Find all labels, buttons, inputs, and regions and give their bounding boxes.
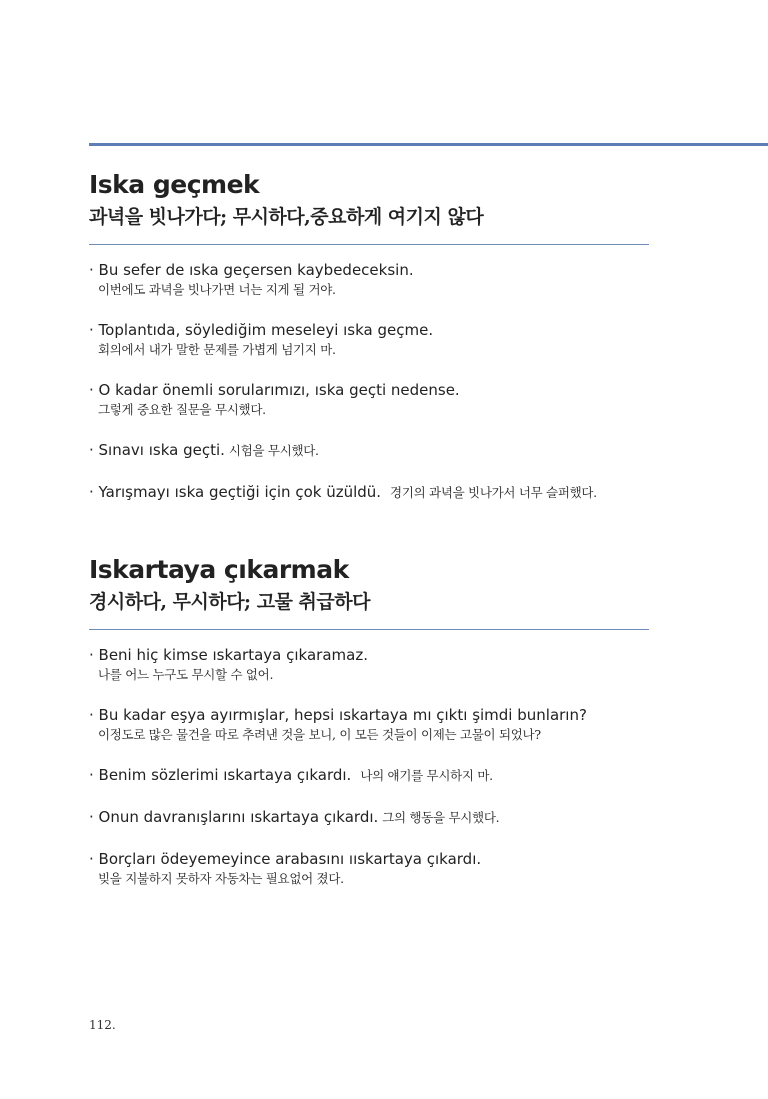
example-item (89, 320, 649, 359)
example-item (89, 705, 649, 744)
top-rule (89, 143, 768, 146)
example-turkish: · Toplantıda, söylediğim meseleyi ıska geçme. (89, 321, 434, 339)
example-item (89, 807, 649, 828)
example-turkish: · Borçları ödeyemeyince arabasını ııskartaya çıkardı. (89, 850, 482, 868)
example-line (89, 807, 649, 828)
example-turkish: · Bu kadar eşya ayırmışlar, hepsi ıskartaya mı çıktı şimdi bunların? (89, 706, 587, 724)
example-korean: 빚을 지불하지 못하자 자동차는 필요없어 졌다. (98, 871, 344, 886)
example-korean: 그렇게 중요한 질문을 무시했다. (98, 402, 266, 417)
page-number: 112. (89, 1018, 116, 1032)
example-korean: 나를 어느 누구도 무시할 수 없어. (98, 667, 274, 682)
example-turkish: · Beni hiç kimse ıskartaya çıkaramaz. (89, 646, 368, 664)
example-item (89, 440, 649, 461)
example-item (89, 260, 649, 299)
entry-divider (89, 629, 649, 630)
example-turkish: · Sınavı ıska geçti. (89, 441, 225, 459)
example-item (89, 849, 649, 888)
entry-subtitle: 과녁을 빗나가다; 무시하다,중요하게 여기지 않다 (89, 206, 484, 228)
entry-iska-gecmek (89, 170, 649, 524)
example-korean: 경기의 과녁을 빗나가서 너무 슬퍼했다. (390, 485, 597, 500)
example-korean: 나의 얘기를 무시하지 마. (360, 768, 493, 783)
example-turkish: · O kadar önemli sorularımızı, ıska geçti nedense. (89, 381, 460, 399)
example-item (89, 380, 649, 419)
example-line (89, 482, 649, 503)
example-item (89, 645, 649, 684)
example-turkish: · Onun davranışlarını ıskartaya çıkardı. (89, 808, 379, 826)
example-korean: 그의 행동을 무시했다. (382, 810, 500, 825)
example-line (89, 440, 649, 461)
example-korean: 회의에서 내가 말한 문제를 가볍게 넘기지 마. (98, 342, 336, 357)
example-turkish: · Benim sözlerimi ıskartaya çıkardı. (89, 766, 352, 784)
example-turkish: · Bu sefer de ıska geçersen kaybedeceksin. (89, 261, 414, 279)
entry-iskartaya-cikarmak (89, 555, 649, 909)
entry-subtitle: 경시하다, 무시하다; 고물 취급하다 (89, 591, 370, 613)
example-korean: 시험을 무시했다. (228, 443, 319, 458)
example-korean: 이번에도 과녁을 빗나가면 너는 지게 될 거야. (98, 282, 336, 297)
example-list (89, 260, 649, 503)
example-korean: 이정도로 많은 물건을 따로 추려낸 것을 보니, 이 모든 것들이 이제는 고물이 되었나? (98, 727, 541, 742)
entry-title: Iska geçmek (89, 170, 260, 199)
example-item (89, 765, 649, 786)
example-item (89, 482, 649, 503)
entry-divider (89, 244, 649, 245)
example-turkish: · Yarışmayı ıska geçtiği için çok üzüldü. (89, 483, 382, 501)
entry-title: Iskartaya çıkarmak (89, 555, 349, 584)
example-line (89, 765, 649, 786)
example-list (89, 645, 649, 888)
